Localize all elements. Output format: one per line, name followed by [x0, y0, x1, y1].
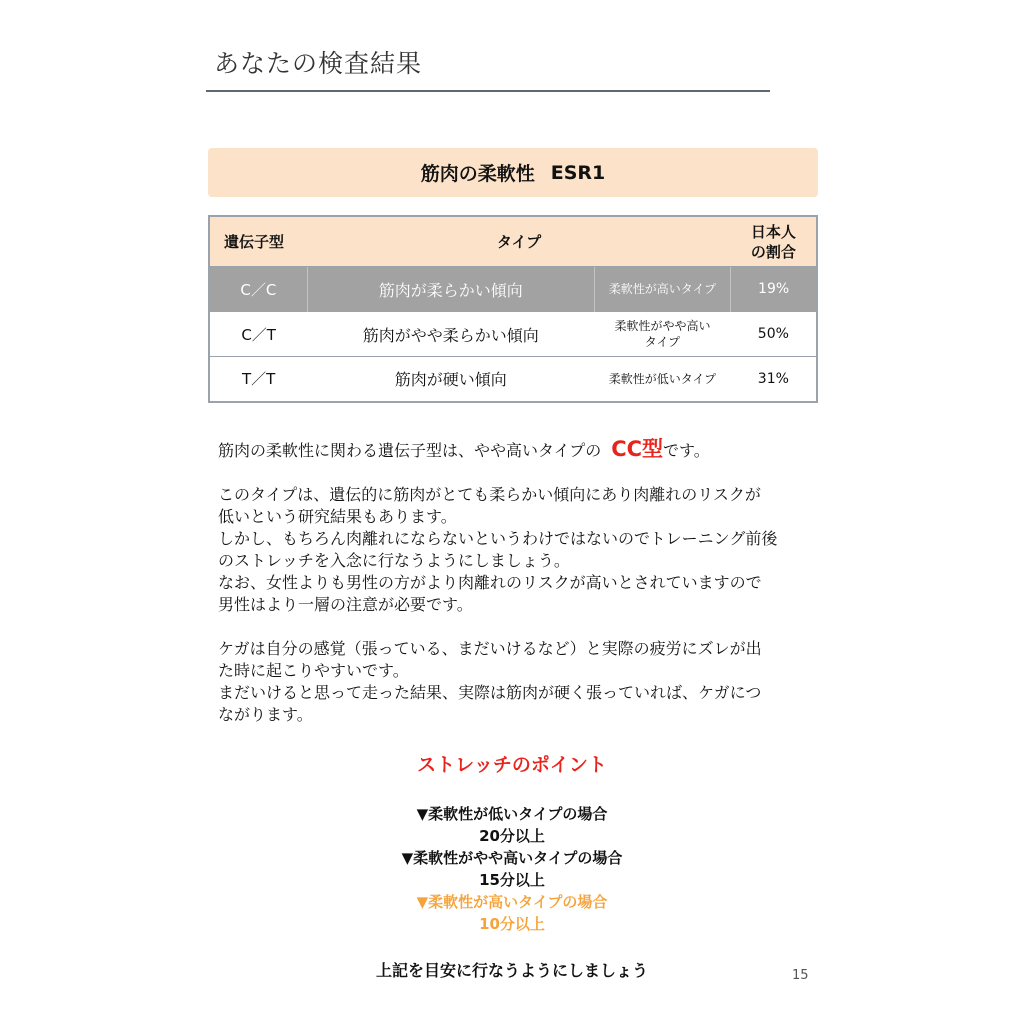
row-genotype: C／C [209, 267, 307, 312]
row-type-line2: タイプ [644, 335, 681, 349]
result-summary [218, 438, 818, 462]
paragraph-risk [218, 484, 818, 616]
header-ratio-line1: 日本人 [750, 222, 796, 241]
row-type-line1: 柔軟性が高いタイプ [608, 282, 717, 296]
row-ratio: 31% [731, 357, 817, 402]
result-suffix: です。 [663, 441, 710, 460]
banner-title: 筋肉の柔軟性 [420, 163, 535, 185]
page-number: 15 [792, 968, 809, 983]
header-ratio-line2: の割合 [750, 242, 796, 261]
stretch-duration-low: 20分以上 [479, 827, 545, 845]
row-tendency: 筋肉が硬い傾向 [307, 357, 594, 402]
text-line: なお、女性よりも男性の方がより肉離れのリスクが高いとされていますので [218, 573, 762, 592]
stretch-case-low: ▼柔軟性が低いタイプの場合 [416, 805, 608, 823]
row-tendency: 筋肉がやや柔らかい傾向 [307, 312, 594, 357]
stretch-duration-mid: 15分以上 [479, 871, 545, 889]
row-type [594, 312, 730, 357]
stretch-duration-high: 10分以上 [479, 915, 545, 933]
title-divider [206, 90, 770, 92]
header-ratio [731, 216, 817, 267]
header-type: タイプ [307, 216, 730, 267]
stretch-case-high: ▼柔軟性が高いタイプの場合 [416, 893, 608, 911]
row-ratio: 50% [731, 312, 817, 357]
text-line: ながります。 [218, 705, 313, 724]
page-title: あなたの検査結果 [214, 49, 423, 78]
header-genotype: 遺伝子型 [209, 216, 307, 267]
stretch-guidelines [0, 803, 1024, 935]
result-lead: 筋肉の柔軟性に関わる遺伝子型は、やや高いタイプの [218, 441, 602, 460]
table-row [209, 357, 817, 402]
row-type-line1: 柔軟性がやや高い [614, 319, 711, 333]
row-type-line1: 柔軟性が低いタイプ [608, 371, 717, 386]
table-row [209, 267, 817, 312]
row-ratio: 19% [731, 267, 817, 312]
result-type-label: CC型 [611, 437, 664, 461]
text-line: 男性はより一層の注意が必要です。 [218, 595, 473, 614]
banner-gene: ESR1 [550, 161, 606, 184]
paragraph-injury [218, 638, 818, 726]
row-genotype: C／T [209, 312, 307, 357]
row-type [594, 267, 730, 312]
section-banner [208, 148, 818, 197]
text-line: しかし、もちろん肉離れにならないというわけではないのでトレーニング前後 [218, 529, 778, 548]
result-description [218, 438, 818, 726]
genotype-table [208, 215, 818, 403]
text-line: のストレッチを入念に行なうようにしましょう。 [218, 551, 570, 570]
stretch-heading: ストレッチのポイント [417, 754, 607, 776]
row-tendency: 筋肉が柔らかい傾向 [307, 267, 594, 312]
row-type [594, 357, 730, 402]
table-header-row [209, 216, 817, 267]
text-line: このタイプは、遺伝的に筋肉がとても柔らかい傾向にあり肉離れのリスクが [218, 485, 761, 504]
text-line: まだいけると思って走った結果、実際は筋肉が硬く張っていれば、ケガにつ [218, 683, 762, 702]
text-line: 低いという研究結果もあります。 [218, 507, 457, 526]
text-line: ケガは自分の感覚（張っている、まだいけるなど）と実際の疲労にズレが出 [218, 639, 762, 658]
row-genotype: T／T [209, 357, 307, 402]
closing-note: 上記を目安に行なうようにしましょう [375, 961, 648, 980]
stretch-case-mid: ▼柔軟性がやや高いタイプの場合 [401, 849, 623, 867]
text-line: た時に起こりやすいです。 [218, 661, 409, 680]
table-row [209, 312, 817, 357]
